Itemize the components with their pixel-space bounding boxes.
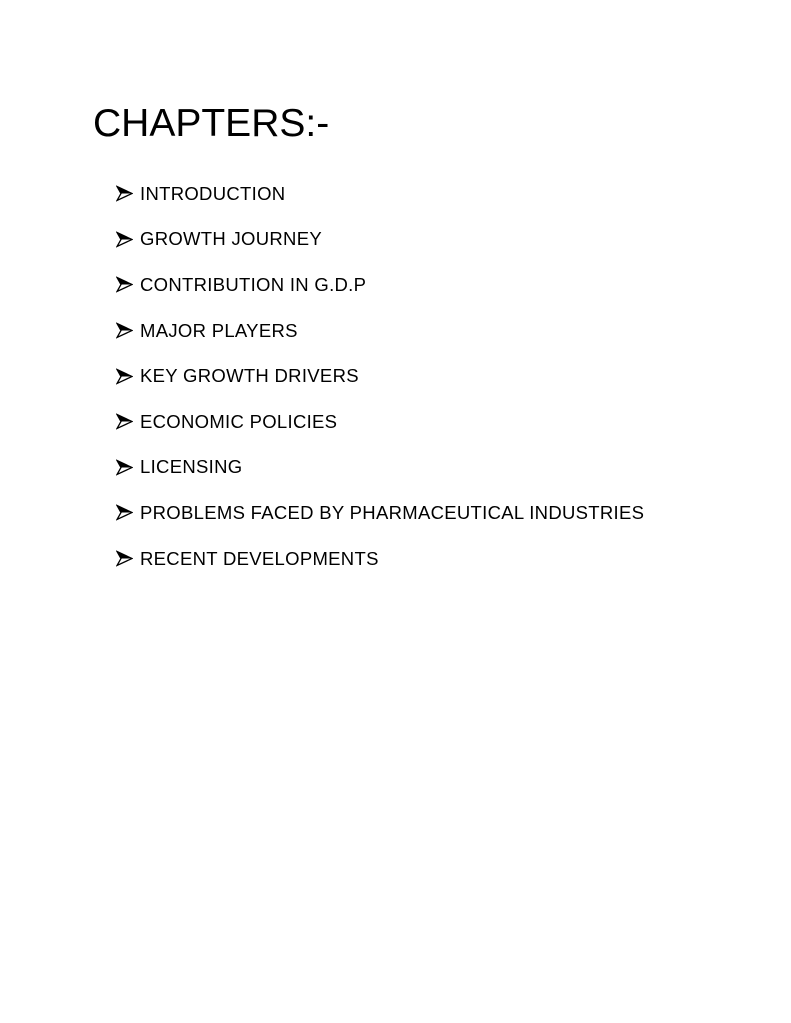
list-item xyxy=(116,445,644,491)
arrowhead-bullet-icon xyxy=(116,368,133,385)
arrowhead-bullet-icon xyxy=(116,504,133,521)
chapter-label: INTRODUCTION xyxy=(140,182,286,204)
list-item xyxy=(116,217,644,263)
chapter-label: PROBLEMS FACED BY PHARMACEUTICAL INDUSTRIES xyxy=(140,501,645,523)
arrowhead-bullet-icon xyxy=(116,185,133,202)
arrowhead-bullet-icon xyxy=(116,322,133,339)
list-item xyxy=(116,262,644,308)
chapter-label: GROWTH JOURNEY xyxy=(140,228,323,250)
arrowhead-bullet-icon xyxy=(116,413,133,430)
chapter-label: KEY GROWTH DRIVERS xyxy=(140,365,359,387)
arrowhead-bullet-icon xyxy=(116,550,133,567)
arrowhead-bullet-icon xyxy=(116,231,133,248)
list-item xyxy=(116,399,644,445)
page-title: CHAPTERS:- xyxy=(93,102,330,145)
list-item xyxy=(116,536,644,582)
list-item xyxy=(116,490,644,536)
list-item xyxy=(116,308,644,354)
chapter-label: ECONOMIC POLICIES xyxy=(140,410,338,432)
arrowhead-bullet-icon xyxy=(116,276,133,293)
chapter-label: CONTRIBUTION IN G.D.P xyxy=(140,273,367,295)
list-item xyxy=(116,353,644,399)
list-item xyxy=(116,171,644,217)
arrowhead-bullet-icon xyxy=(116,459,133,476)
chapter-label: MAJOR PLAYERS xyxy=(140,319,298,341)
chapter-label: LICENSING xyxy=(140,456,243,478)
chapter-list xyxy=(116,171,644,581)
chapter-label: RECENT DEVELOPMENTS xyxy=(140,547,379,569)
